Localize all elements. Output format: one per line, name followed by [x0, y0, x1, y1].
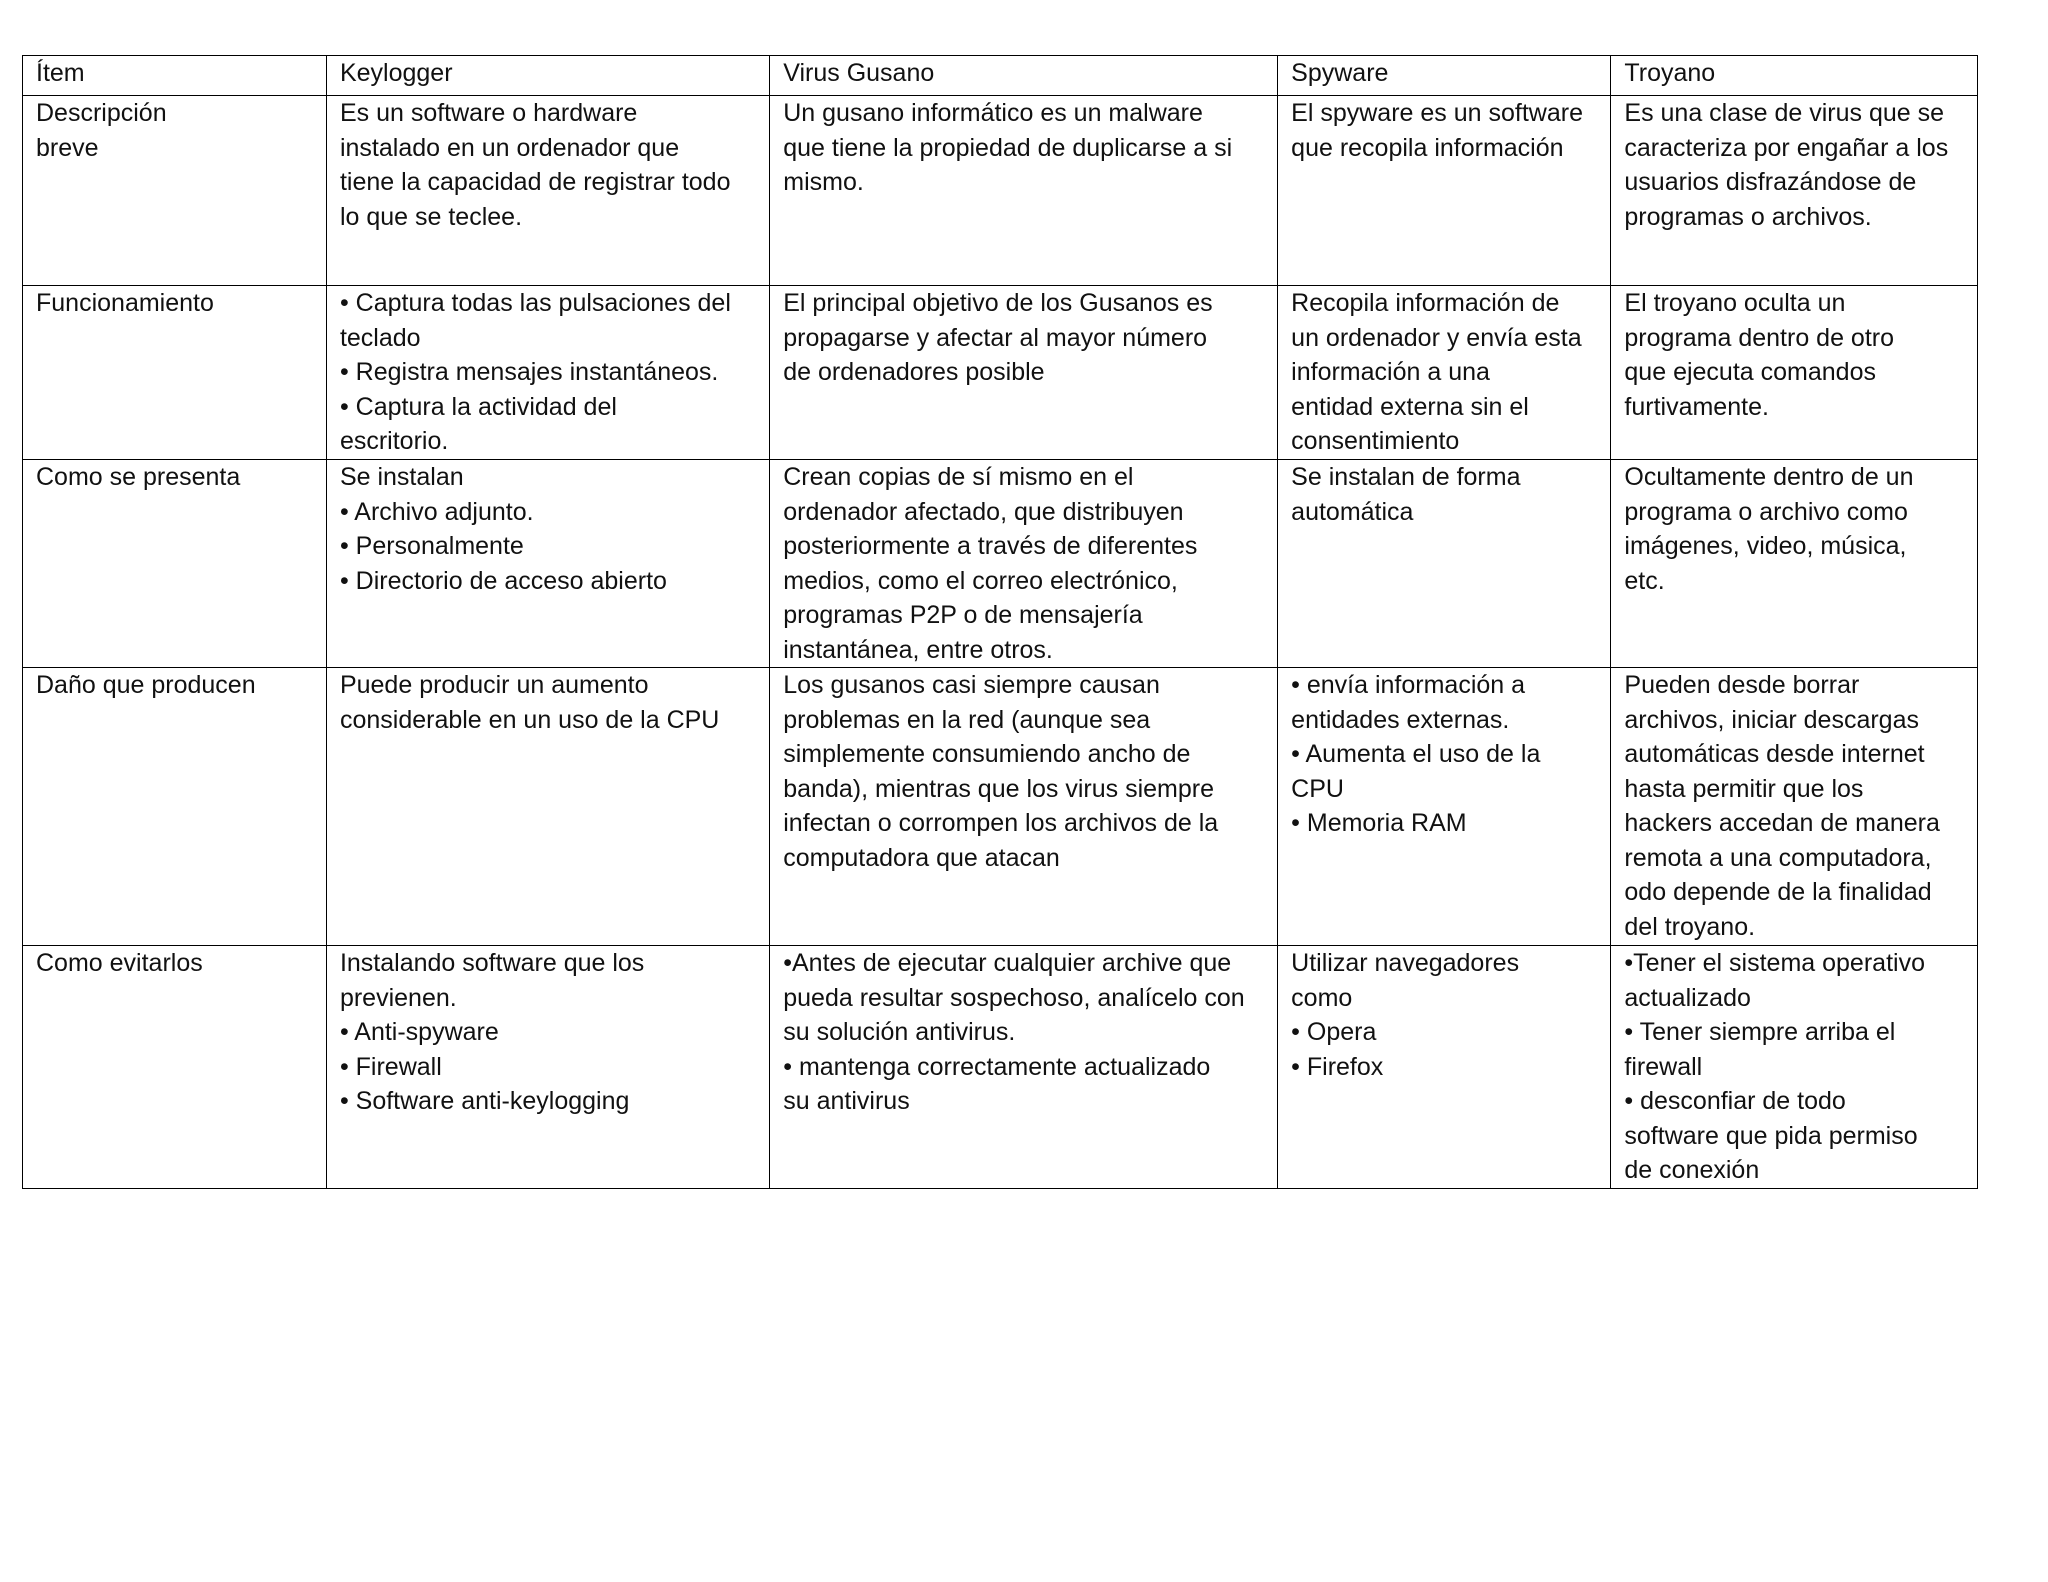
row-label-text: Como evitarlos	[36, 949, 203, 977]
row-label-cell	[23, 286, 327, 460]
cell-keylogger	[326, 96, 769, 286]
cell-text-line: odo depende de la finalidad	[1624, 878, 1932, 906]
cell-text-line: consentimiento	[1291, 427, 1460, 455]
cell-virus-gusano	[770, 946, 1278, 1189]
cell-text-line: programa dentro de otro	[1624, 323, 1895, 352]
table-row	[23, 286, 1978, 460]
cell-text-line: Utilizar navegadores	[1291, 949, 1520, 977]
column-header-virus-gusano	[770, 56, 1278, 96]
cell-text-line: Se instalan de forma	[1291, 463, 1521, 491]
cell-text-line: actualizado	[1624, 983, 1751, 1012]
cell-spyware	[1278, 460, 1611, 668]
cell-text-line: infectan o corrompen los archivos de la	[783, 809, 1219, 837]
cell-text-line: El troyano oculta un	[1624, 289, 1846, 317]
cell-text-line: un ordenador y envía esta	[1291, 323, 1582, 352]
cell-text-line: Puede producir un aumento	[339, 671, 649, 699]
cell-text-line: programas P2P o de mensajería	[783, 601, 1143, 629]
cell-keylogger	[326, 286, 769, 460]
cell-text-line: • Firefox	[1291, 1052, 1384, 1081]
cell-text-line: información a una	[1291, 358, 1490, 386]
cell-keylogger	[326, 460, 769, 668]
table-row	[23, 460, 1978, 668]
cell-text-line: mismo.	[783, 168, 864, 196]
cell-text-line: • Anti-spyware	[339, 1018, 499, 1046]
cell-virus-gusano	[770, 668, 1278, 946]
cell-text-line: • Personalmente	[339, 532, 524, 560]
row-label-text: Descripción	[36, 99, 167, 127]
cell-text-line: que tiene la propiedad de duplicarse a si	[783, 133, 1233, 162]
cell-text-line: • Memoria RAM	[1291, 809, 1467, 837]
cell-text-line: que ejecuta comandos	[1624, 358, 1876, 386]
cell-text-line: ordenador afectado, que distribuyen	[783, 497, 1184, 526]
cell-text-line: • envía información a	[1291, 671, 1526, 699]
cell-text-line: Se instalan	[339, 463, 464, 491]
cell-text-line: • Tener siempre arriba el	[1624, 1018, 1896, 1046]
cell-text-line: Es una clase de virus que se	[1624, 99, 1945, 127]
cell-text-line: programas o archivos.	[1624, 202, 1872, 231]
cell-text-line: firewall	[1624, 1052, 1703, 1081]
cell-text-line: automática	[1291, 497, 1414, 526]
cell-text-line: • Firewall	[339, 1052, 442, 1081]
cell-text-line: hackers accedan de manera	[1624, 809, 1940, 837]
column-header-text: Keylogger	[339, 59, 453, 87]
cell-text-line: • Archivo adjunto.	[339, 497, 534, 526]
column-header-text: Ítem	[36, 59, 85, 87]
cell-text-line: • Aumenta el uso de la	[1291, 740, 1541, 768]
column-header-text: Spyware	[1291, 59, 1389, 87]
cell-keylogger	[326, 946, 769, 1189]
cell-text-line: archivos, iniciar descargas	[1624, 705, 1919, 734]
cell-troyano	[1611, 286, 1978, 460]
table-header-row	[23, 56, 1978, 96]
cell-text-line: simplemente consumiendo ancho de	[783, 740, 1191, 768]
cell-text-line: El principal objetivo de los Gusanos es	[783, 289, 1213, 317]
table-row	[23, 946, 1978, 1189]
cell-text-line: su antivirus	[783, 1087, 910, 1115]
cell-text-line: remota a una computadora,	[1624, 843, 1932, 872]
cell-text-line: hasta permitir que los	[1624, 774, 1864, 803]
cell-text-line: lo que se teclee.	[339, 202, 523, 231]
column-header-spyware	[1278, 56, 1611, 96]
cell-text-line: Los gusanos casi siempre causan	[783, 671, 1160, 699]
cell-text-line: • Registra mensajes instantáneos.	[339, 358, 719, 386]
cell-text-line: Pueden desde borrar	[1624, 671, 1860, 699]
cell-text-line: Ocultamente dentro de un	[1624, 463, 1914, 491]
cell-spyware	[1278, 286, 1611, 460]
column-header-item	[23, 56, 327, 96]
row-label-cell	[23, 96, 327, 286]
cell-text-line: su solución antivirus.	[783, 1018, 1016, 1046]
row-label-text: Funcionamiento	[36, 289, 214, 317]
cell-text-line: software que pida permiso	[1624, 1121, 1918, 1150]
cell-text-line: tiene la capacidad de registrar todo	[339, 168, 731, 196]
cell-text-line: Recopila información de	[1291, 289, 1560, 317]
row-label-text: Daño que producen	[36, 671, 256, 699]
cell-virus-gusano	[770, 286, 1278, 460]
cell-text-line: furtivamente.	[1624, 392, 1769, 421]
cell-text-line: de conexión	[1624, 1156, 1760, 1184]
row-label-cell	[23, 460, 327, 668]
table-row	[23, 96, 1978, 286]
malware-comparison-table	[22, 55, 1978, 1189]
column-header-troyano	[1611, 56, 1978, 96]
cell-spyware	[1278, 668, 1611, 946]
cell-text-line: • Opera	[1291, 1018, 1377, 1046]
cell-virus-gusano	[770, 460, 1278, 668]
cell-text-line: pueda resultar sospechoso, analícelo con	[783, 983, 1245, 1012]
table-row	[23, 668, 1978, 946]
cell-text-line: • Captura la actividad del	[339, 392, 617, 421]
cell-spyware	[1278, 946, 1611, 1189]
cell-text-line: Es un software o hardware	[339, 99, 638, 127]
cell-virus-gusano	[770, 96, 1278, 286]
cell-text-line: •Antes de ejecutar cualquier archive que	[783, 949, 1232, 977]
row-label-text: breve	[36, 133, 99, 162]
cell-text-line: El spyware es un software	[1291, 99, 1583, 127]
cell-troyano	[1611, 96, 1978, 286]
column-header-text: Troyano	[1624, 59, 1716, 87]
cell-text-line: • desconfiar de todo	[1624, 1087, 1846, 1115]
cell-text-line: medios, como el correo electrónico,	[783, 566, 1178, 595]
cell-text-line: usuarios disfrazándose de	[1624, 168, 1917, 196]
cell-text-line: •Tener el sistema operativo	[1624, 949, 1925, 977]
cell-text-line: considerable en un uso de la CPU	[339, 705, 720, 734]
cell-text-line: como	[1291, 983, 1353, 1012]
cell-text-line: etc.	[1624, 566, 1665, 595]
cell-text-line: teclado	[339, 323, 421, 352]
cell-text-line: que recopila información	[1291, 133, 1564, 162]
cell-spyware	[1278, 96, 1611, 286]
cell-text-line: CPU	[1291, 774, 1344, 803]
cell-text-line: instantánea, entre otros.	[783, 635, 1053, 664]
cell-text-line: • Software anti-keylogging	[339, 1087, 630, 1115]
cell-text-line: posteriormente a través de diferentes	[783, 532, 1198, 560]
cell-text-line: caracteriza por engañar a los	[1624, 133, 1949, 162]
cell-text-line: previenen.	[339, 983, 457, 1012]
cell-keylogger	[326, 668, 769, 946]
cell-text-line: • Directorio de acceso abierto	[339, 566, 667, 595]
cell-text-line: escritorio.	[339, 427, 449, 455]
row-label-cell	[23, 946, 327, 1189]
cell-text-line: del troyano.	[1624, 912, 1756, 941]
cell-text-line: computadora que atacan	[783, 843, 1060, 872]
column-header-keylogger	[326, 56, 769, 96]
cell-text-line: Un gusano informático es un malware	[783, 99, 1203, 127]
cell-text-line: propagarse y afectar al mayor número	[783, 323, 1208, 352]
cell-text-line: Crean copias de sí mismo en el	[783, 463, 1134, 491]
cell-text-line: • mantenga correctamente actualizado	[783, 1052, 1211, 1081]
cell-troyano	[1611, 460, 1978, 668]
cell-text-line: imágenes, video, música,	[1624, 532, 1907, 560]
row-label-cell	[23, 668, 327, 946]
cell-text-line: entidades externas.	[1291, 705, 1510, 734]
cell-text-line: de ordenadores posible	[783, 358, 1045, 386]
cell-text-line: • Captura todas las pulsaciones del	[339, 289, 731, 317]
cell-text-line: programa o archivo como	[1624, 497, 1908, 526]
cell-troyano	[1611, 946, 1978, 1189]
cell-text-line: automáticas desde internet	[1624, 740, 1925, 768]
cell-text-line: instalado en un ordenador que	[339, 133, 680, 162]
row-label-text: Como se presenta	[36, 463, 241, 491]
column-header-text: Virus Gusano	[783, 59, 935, 87]
cell-text-line: problemas en la red (aunque sea	[783, 705, 1151, 734]
cell-troyano	[1611, 668, 1978, 946]
cell-text-line: Instalando software que los	[339, 949, 645, 977]
cell-text-line: entidad externa sin el	[1291, 392, 1529, 421]
cell-text-line: banda), mientras que los virus siempre	[783, 774, 1214, 803]
